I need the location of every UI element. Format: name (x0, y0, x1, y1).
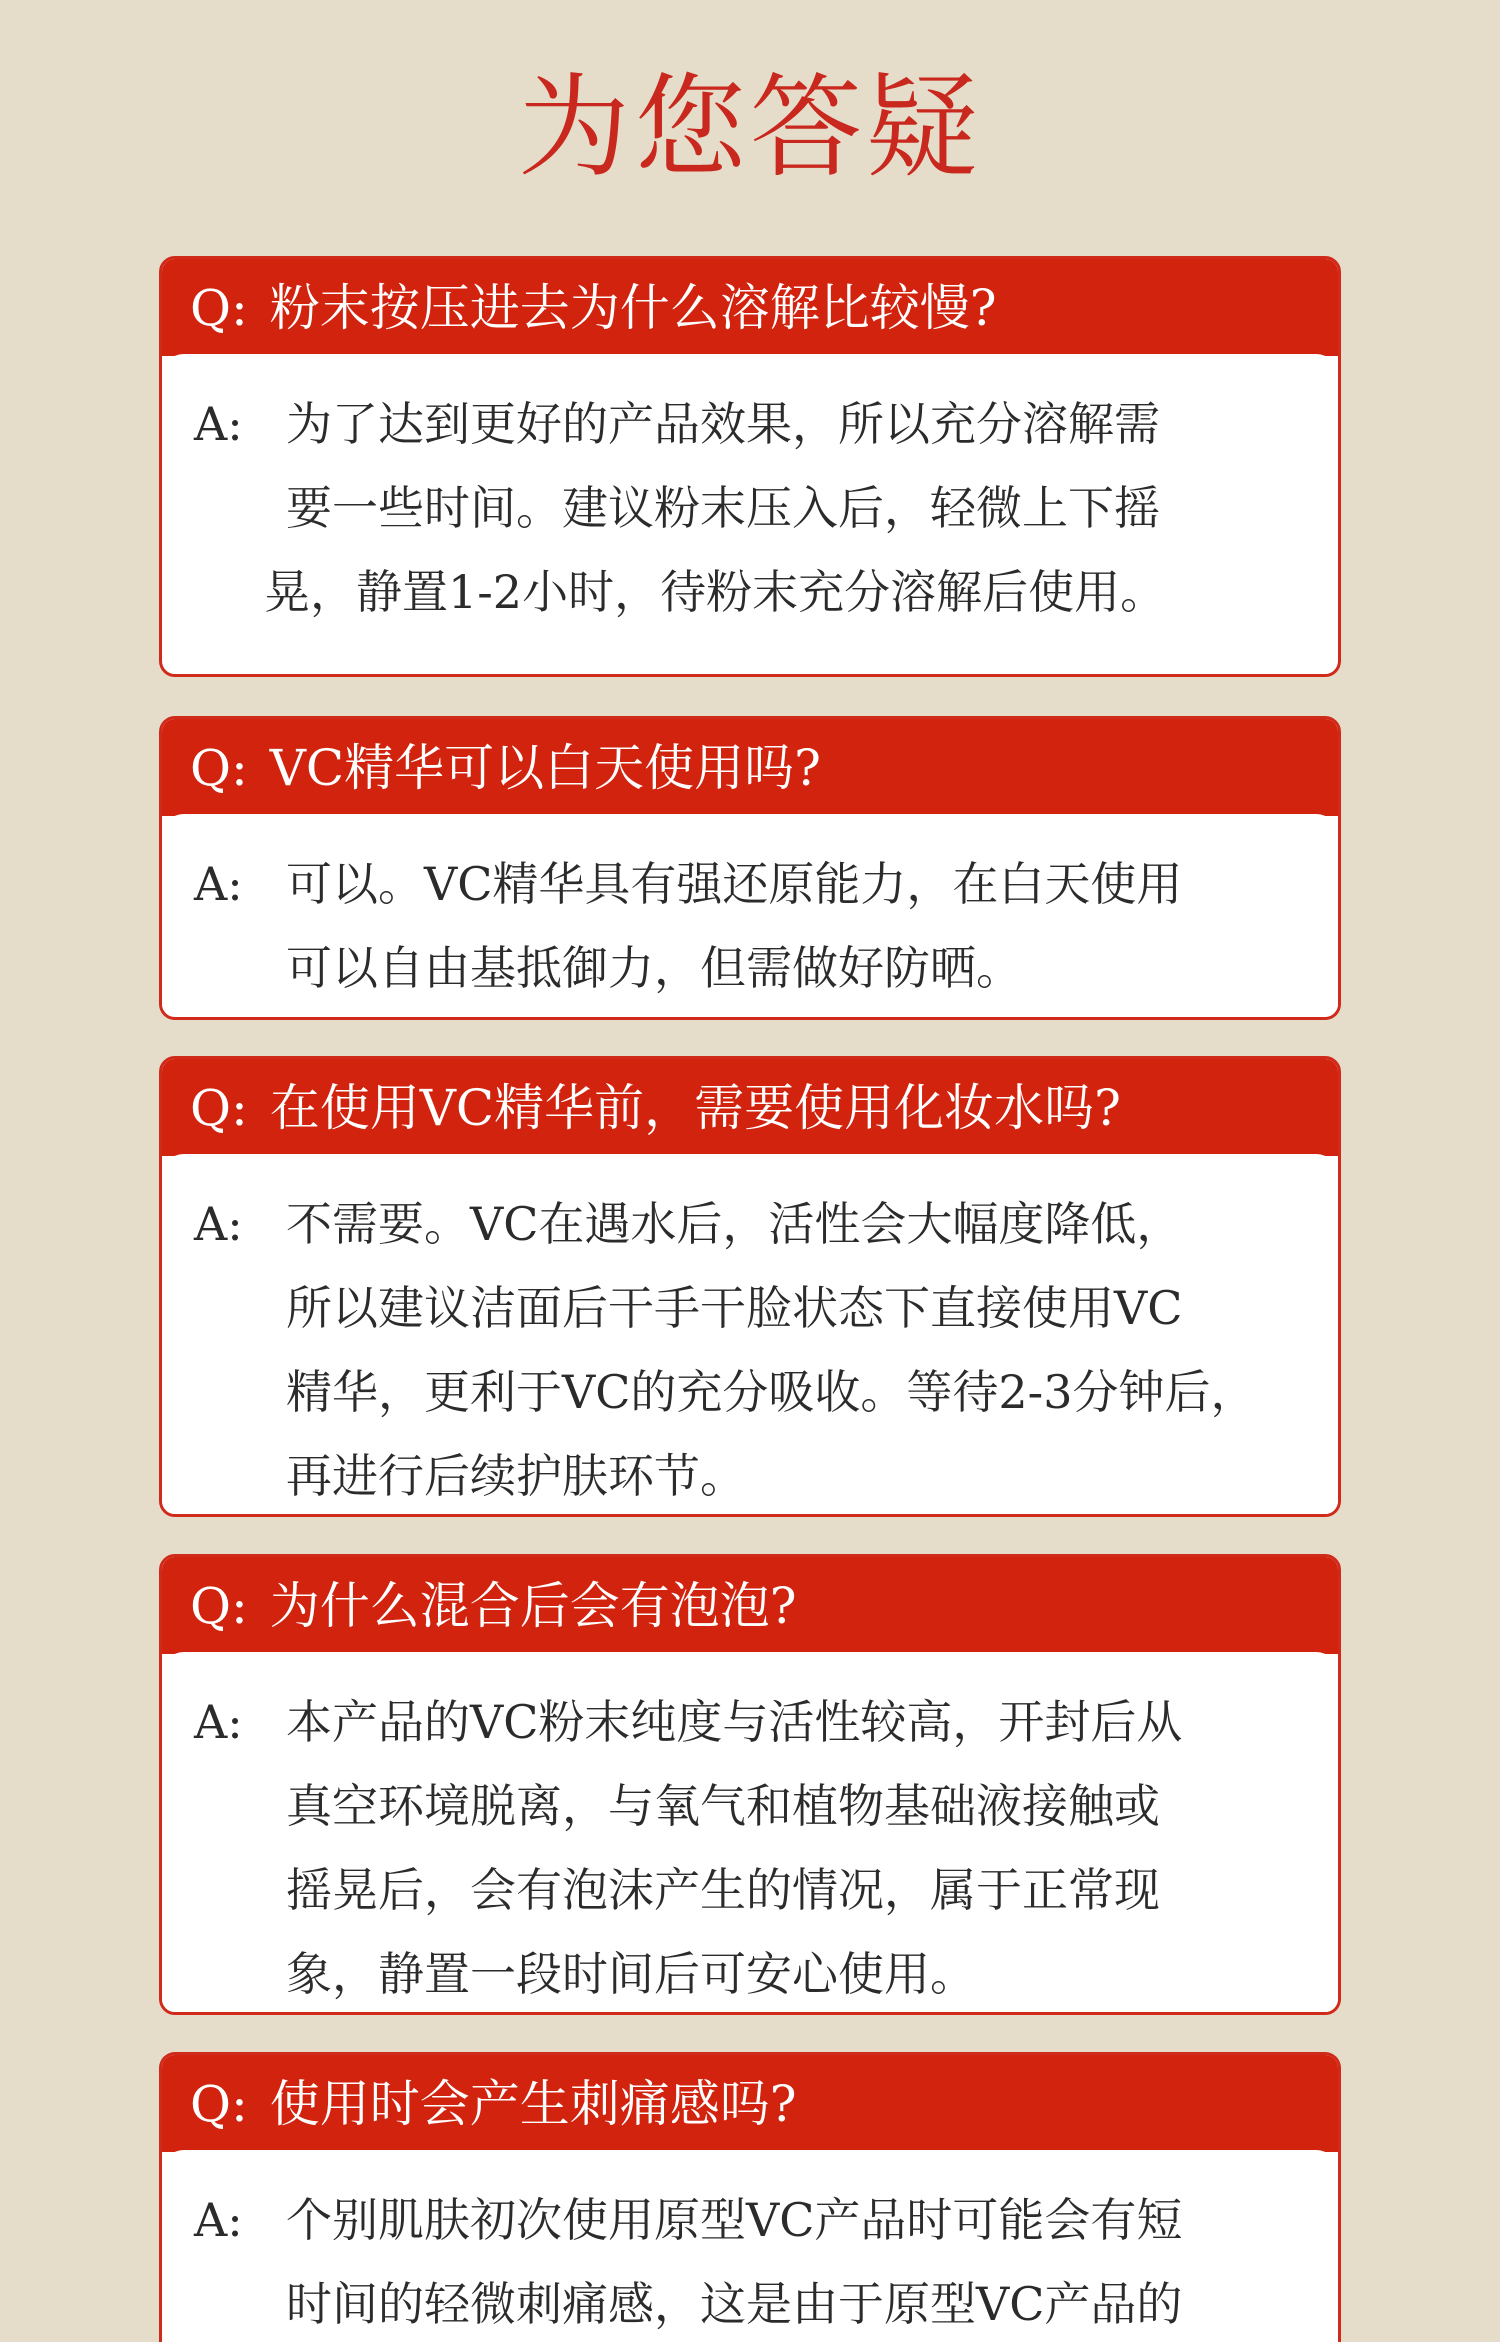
faq-card (159, 716, 1341, 1020)
question-bar (162, 1557, 1338, 1654)
question-prefix: Q: (190, 279, 248, 337)
page-title: 为您答疑 (518, 63, 982, 193)
answer-line: 时间的轻微刺痛感，这是由于原型VC产品的 (286, 2277, 1183, 2331)
faq-card (159, 1056, 1341, 1517)
answer-body (162, 1652, 1338, 2015)
answer-line: A: 个别肌肤初次使用原型VC产品时可能会有短 (194, 2178, 1314, 2262)
question-text: 在使用VC精华前，需要使用化妆水吗? (269, 1079, 1121, 1137)
answer-line: A: 本产品的VC粉末纯度与活性较高，开封后从 (194, 1680, 1314, 1764)
answer-line: 再进行后续护肤环节。 (286, 1449, 746, 1503)
question-prefix: Q: (190, 2075, 248, 2133)
answer-body (162, 1154, 1338, 1517)
answer-line: 所以建议洁面后干手干脸状态下直接使用VC (286, 1281, 1183, 1335)
answer-prefix: A: (194, 857, 243, 911)
answer-line: 真空环境脱离，与氧气和植物基础液接触或 (286, 1779, 1160, 1833)
question-text: VC精华可以白天使用吗? (269, 739, 821, 797)
answer-line: A: 为了达到更好的产品效果，所以充分溶解需 (194, 382, 1314, 466)
faq-card (159, 2052, 1341, 2342)
answer-prefix: A: (194, 397, 243, 451)
answer-line: 精华，更利于VC的充分吸收。等待2-3分钟后， (286, 1365, 1257, 1419)
answer-line: 可以自由基抵御力，但需做好防晒。 (286, 941, 1022, 995)
answer-line: 晃，静置1-2小时，待粉末充分溶解后使用。 (264, 565, 1167, 619)
answer-line: A: 可以。VC精华具有强还原能力，在白天使用 (194, 842, 1314, 926)
question-prefix: Q: (190, 1577, 248, 1635)
question-text: 使用时会产生刺痛感吗? (269, 2075, 797, 2133)
question-text: 粉末按压进去为什么溶解比较慢? (269, 279, 997, 337)
faq-card (159, 1554, 1341, 2015)
answer-body (162, 2150, 1338, 2342)
question-prefix: Q: (190, 739, 248, 797)
faq-card (159, 256, 1341, 677)
answer-prefix: A: (194, 1695, 243, 1749)
question-bar (162, 719, 1338, 816)
answer-prefix: A: (194, 2193, 243, 2247)
answer-body (162, 814, 1338, 1010)
answer-line: 要一些时间。建议粉末压入后，轻微上下摇 (286, 481, 1160, 535)
answer-line: 摇晃后，会有泡沫产生的情况，属于正常现 (286, 1863, 1160, 1917)
question-text: 为什么混合后会有泡泡? (269, 1577, 797, 1635)
answer-line: 象，静置一段时间后可安心使用。 (286, 1947, 976, 2001)
answer-prefix: A: (194, 1197, 243, 1251)
answer-line: A: 不需要。VC在遇水后，活性会大幅度降低， (194, 1182, 1314, 1266)
question-bar (162, 259, 1338, 356)
question-prefix: Q: (190, 1079, 248, 1137)
question-bar (162, 1059, 1338, 1156)
question-bar (162, 2055, 1338, 2152)
answer-body (162, 354, 1338, 634)
